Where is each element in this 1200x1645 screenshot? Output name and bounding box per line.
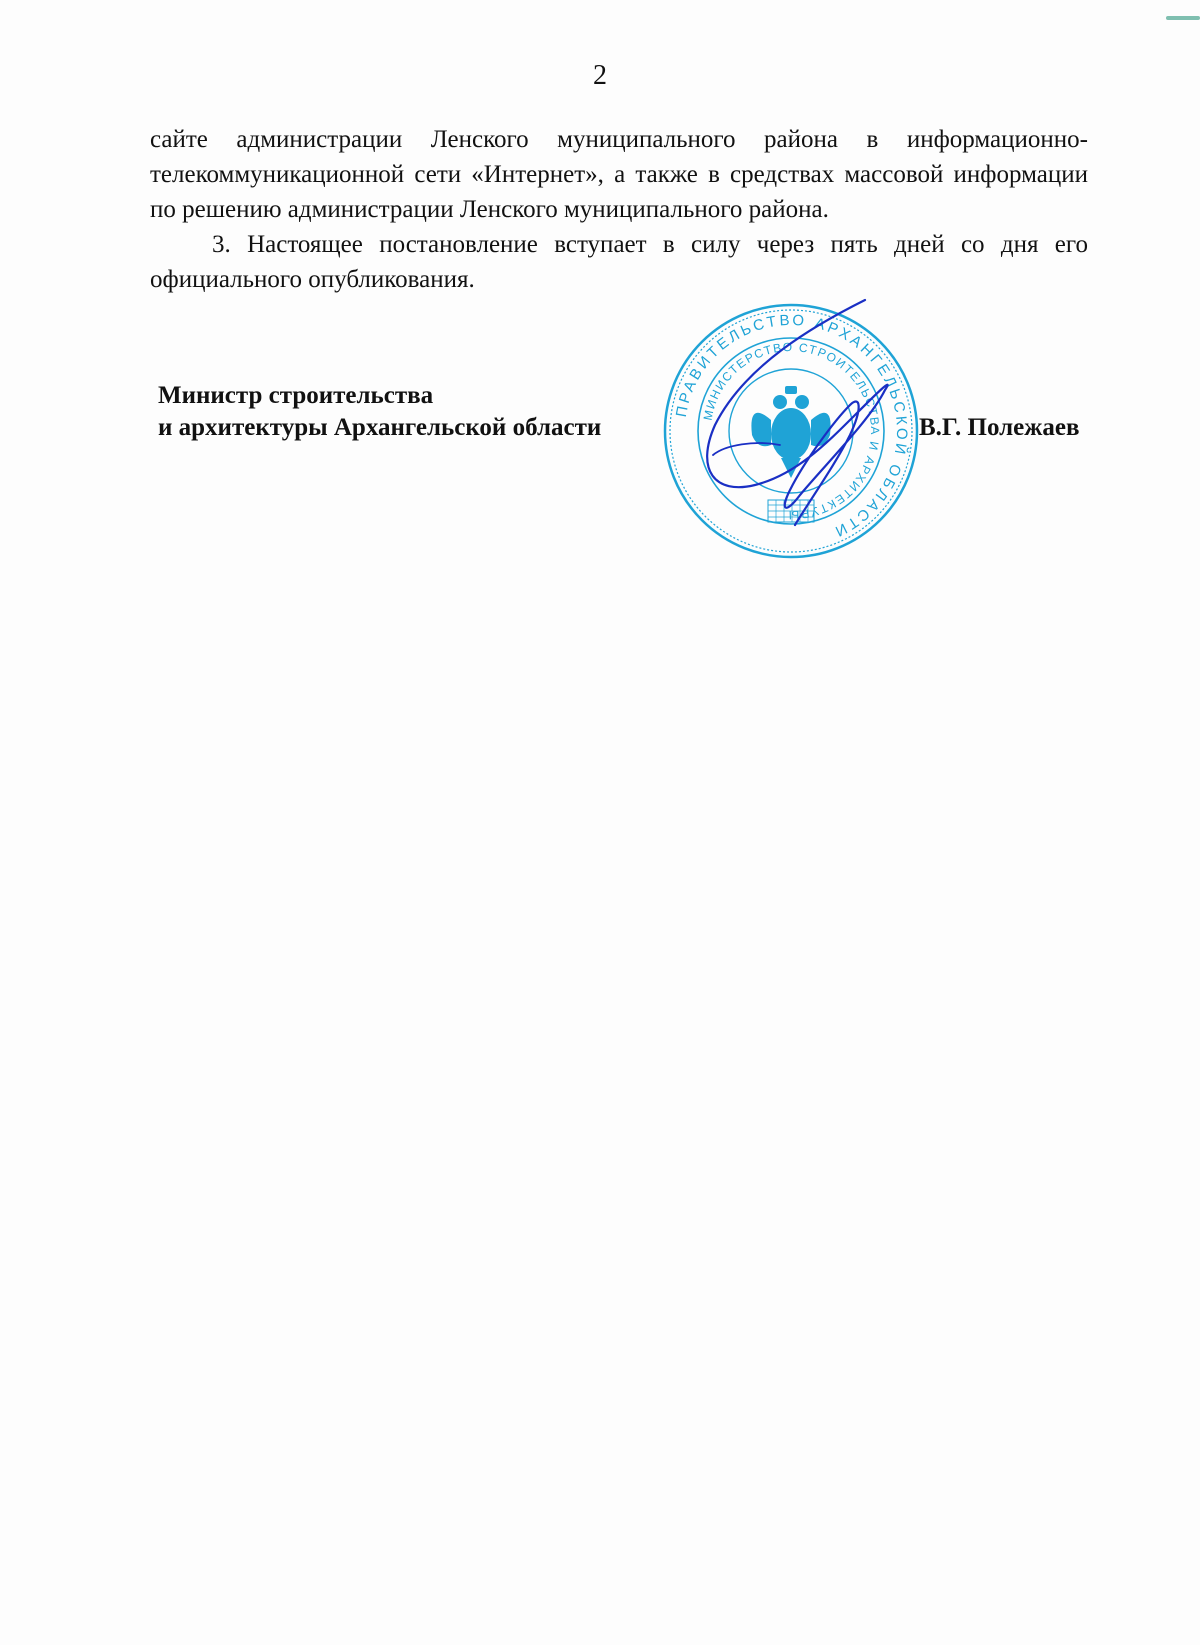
page-number: 2 [593,60,607,91]
body-text [150,122,1088,297]
paragraph-continuation: сайте администрации Ленского муниципального района в информационно-телекоммуникационной сети «Интернет», а также в средствах массовой информации по решению администрации Ленского муниципального района. [150,126,1088,223]
paragraph-3: 3. Настоящее постановление вступает в силу через пять дней со дня его официального опубликования. [150,231,1088,293]
seal-outer-text: ПРАВИТЕЛЬСТВО АРХАНГЕЛЬСКОЙ ОБЛАСТИ [672,311,911,541]
signatory-title [158,380,601,444]
handwritten-signature [685,295,925,540]
signatory-title-line-2: и архитектуры Архангельской области [158,414,602,441]
seal-inner-text: МИНИСТЕРСТВО СТРОИТЕЛЬСТВА И АРХИТЕКТУРЫ [700,339,883,523]
signatory-title-line-1: Министр строительства [158,382,434,409]
scan-mark [1166,16,1200,20]
signatory-name: В.Г. Полежаев [919,414,1080,441]
